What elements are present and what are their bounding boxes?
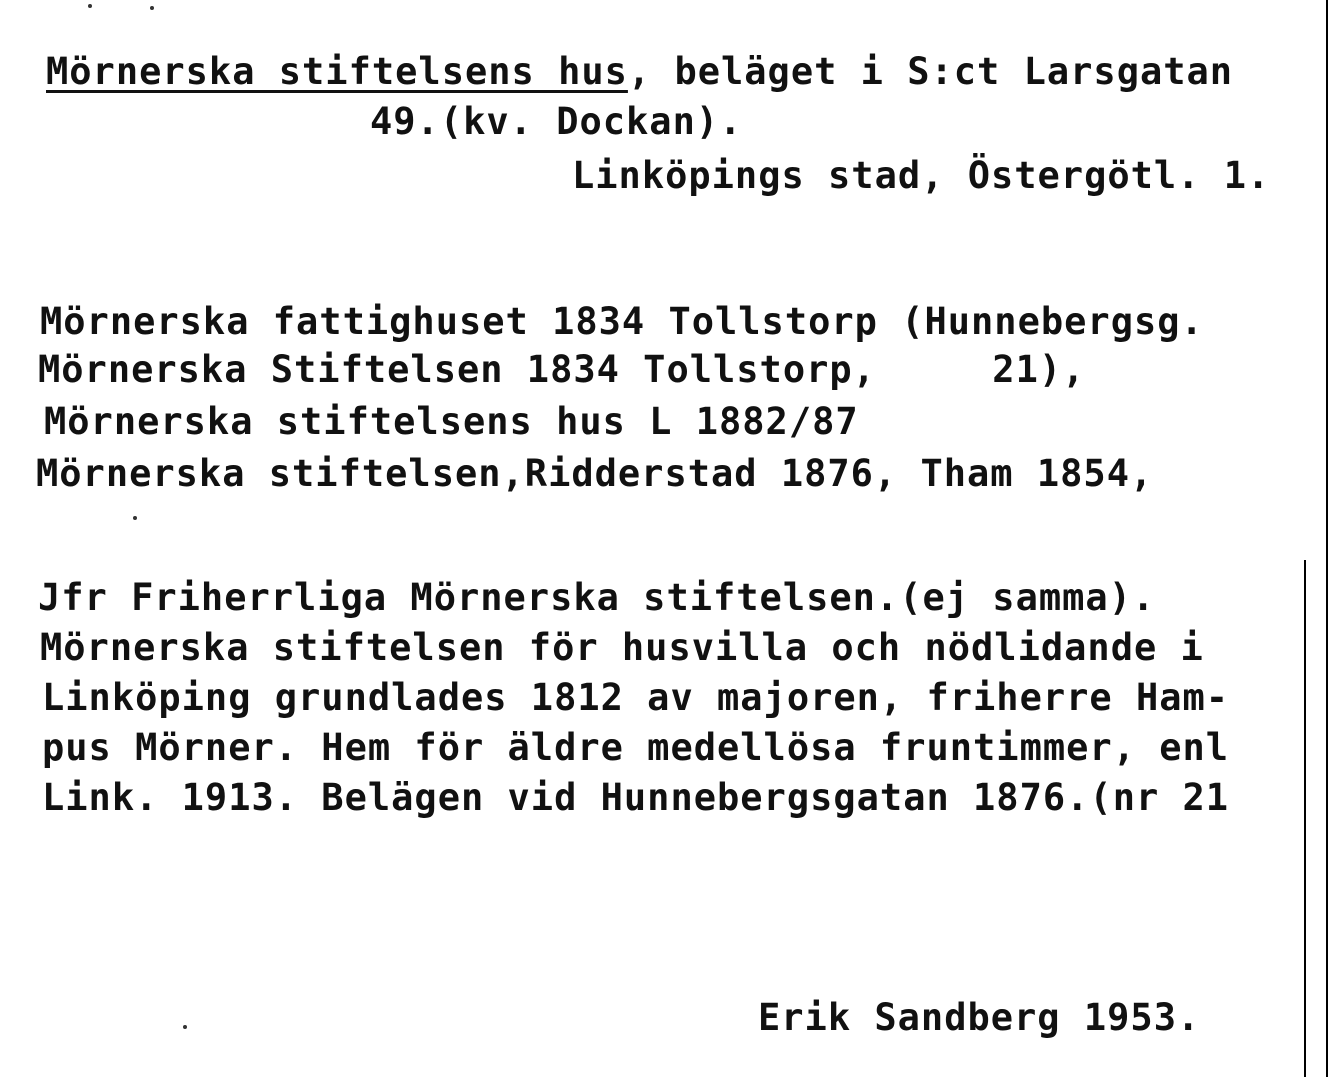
scan-speck [183, 1025, 187, 1029]
scan-speck [88, 4, 92, 8]
signature: Erik Sandberg 1953. [758, 996, 1201, 1039]
scan-speck [150, 6, 154, 10]
reference-line: Mörnerska stiftelsen,Ridderstad 1876, Tham 1854, [36, 452, 1154, 495]
description-line: pus Mörner. Hem för äldre medellösa fruntimmer, enl [42, 726, 1230, 769]
reference-line: Mörnerska Stiftelsen 1834 Tollstorp, 21), [38, 348, 1086, 391]
description-line: Linköping grundlades 1812 av majoren, friherre Ham- [42, 676, 1230, 719]
card-title-rest: , beläget i S:ct Larsgatan [627, 50, 1234, 93]
reference-line: Mörnerska fattighuset 1834 Tollstorp (Hunnebergsg. [40, 300, 1204, 343]
description-line: Mörnerska stiftelsen för husvilla och nödlidande i [40, 626, 1204, 669]
location-line: Linköpings stad, Östergötl. 1. [572, 154, 1271, 197]
card-edge-line [1326, 0, 1328, 1077]
reference-line: Mörnerska stiftelsens hus L 1882/87 [44, 400, 859, 443]
card-title-line [46, 52, 1233, 92]
address-line: 49.(kv. Dockan). [370, 100, 743, 143]
card-edge-line-inner [1304, 560, 1306, 1077]
description-line: Jfr Friherrliga Mörnerska stiftelsen.(ej samma). [38, 576, 1156, 619]
card-title-underlined: Mörnerska stiftelsens hus [46, 50, 628, 93]
scan-speck [133, 516, 137, 520]
description-line: Link. 1913. Belägen vid Hunnebergsgatan 1876.(nr 21 [42, 776, 1230, 819]
